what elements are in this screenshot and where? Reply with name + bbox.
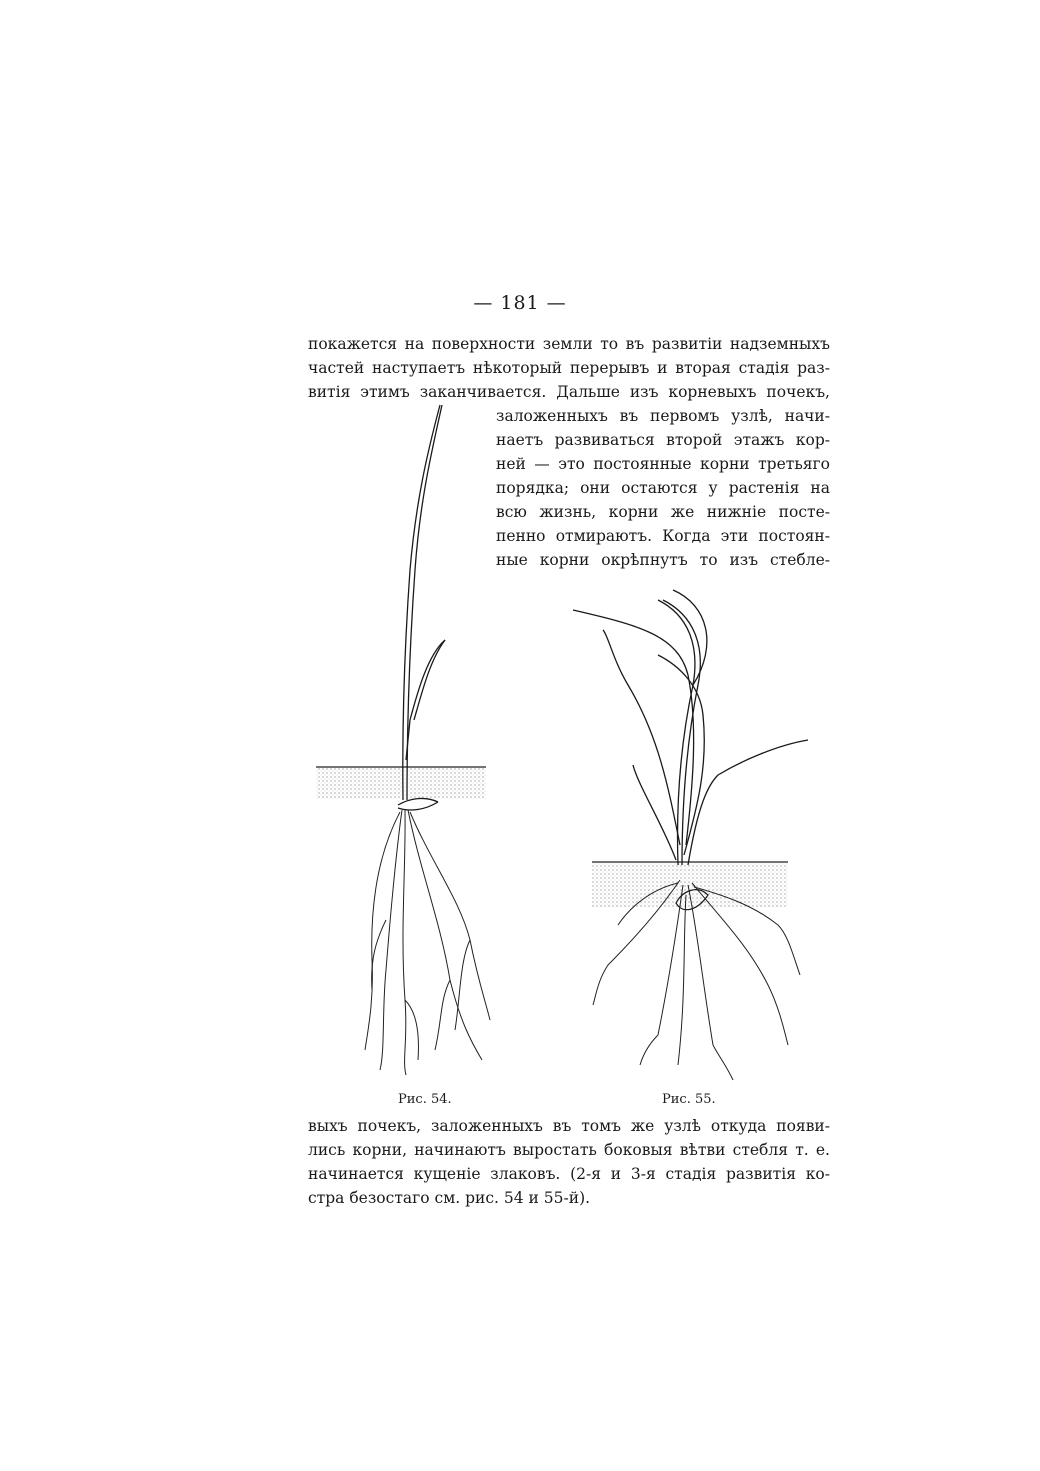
text-line: начинается кущеніе злаковъ. (2-я и 3-я стадія развитія ко- bbox=[308, 1165, 830, 1183]
text-line: стра безостаго см. рис. 54 и 55-й). bbox=[308, 1189, 591, 1207]
text-line: ней — это постоянные корни третьяго bbox=[496, 455, 830, 473]
text-line: заложенныхъ въ первомъ узлѣ, начи- bbox=[496, 407, 830, 425]
figure-55-caption: Рис. 55. bbox=[662, 1092, 716, 1107]
text-line: покажется на поверхности земли то въ развитіи надземныхъ bbox=[308, 335, 830, 353]
text-line: частей наступаетъ нѣкоторый перерывъ и вторая стадія раз- bbox=[308, 359, 830, 377]
text-line: порядка; они остаются у растенія на bbox=[496, 479, 830, 497]
page-number: — 181 — bbox=[473, 292, 567, 314]
text-line: наетъ развиваться второй этажъ кор- bbox=[496, 431, 830, 449]
soil-layer bbox=[592, 862, 788, 907]
text-line: витія этимъ заканчивается. Дальше изъ корневыхъ почекъ, bbox=[308, 383, 830, 401]
figure-54-illustration bbox=[310, 400, 510, 1080]
soil-layer bbox=[316, 767, 486, 799]
text-line: пенно отмираютъ. Когда эти постоян- bbox=[496, 527, 830, 545]
text-line: всю жизнь, корни же нижніе посте- bbox=[496, 503, 830, 521]
figure-54-caption: Рис. 54. bbox=[398, 1092, 452, 1107]
figure-55-illustration bbox=[568, 565, 808, 1085]
text-line: лись корни, начинаютъ выростать боковыя вѣтви стебля т. е. bbox=[308, 1141, 830, 1159]
text-line: выхъ почекъ, заложенныхъ въ томъ же узлѣ откуда появи- bbox=[308, 1117, 830, 1135]
text-line: ные корни окрѣпнутъ то изъ стебле- bbox=[496, 551, 830, 569]
